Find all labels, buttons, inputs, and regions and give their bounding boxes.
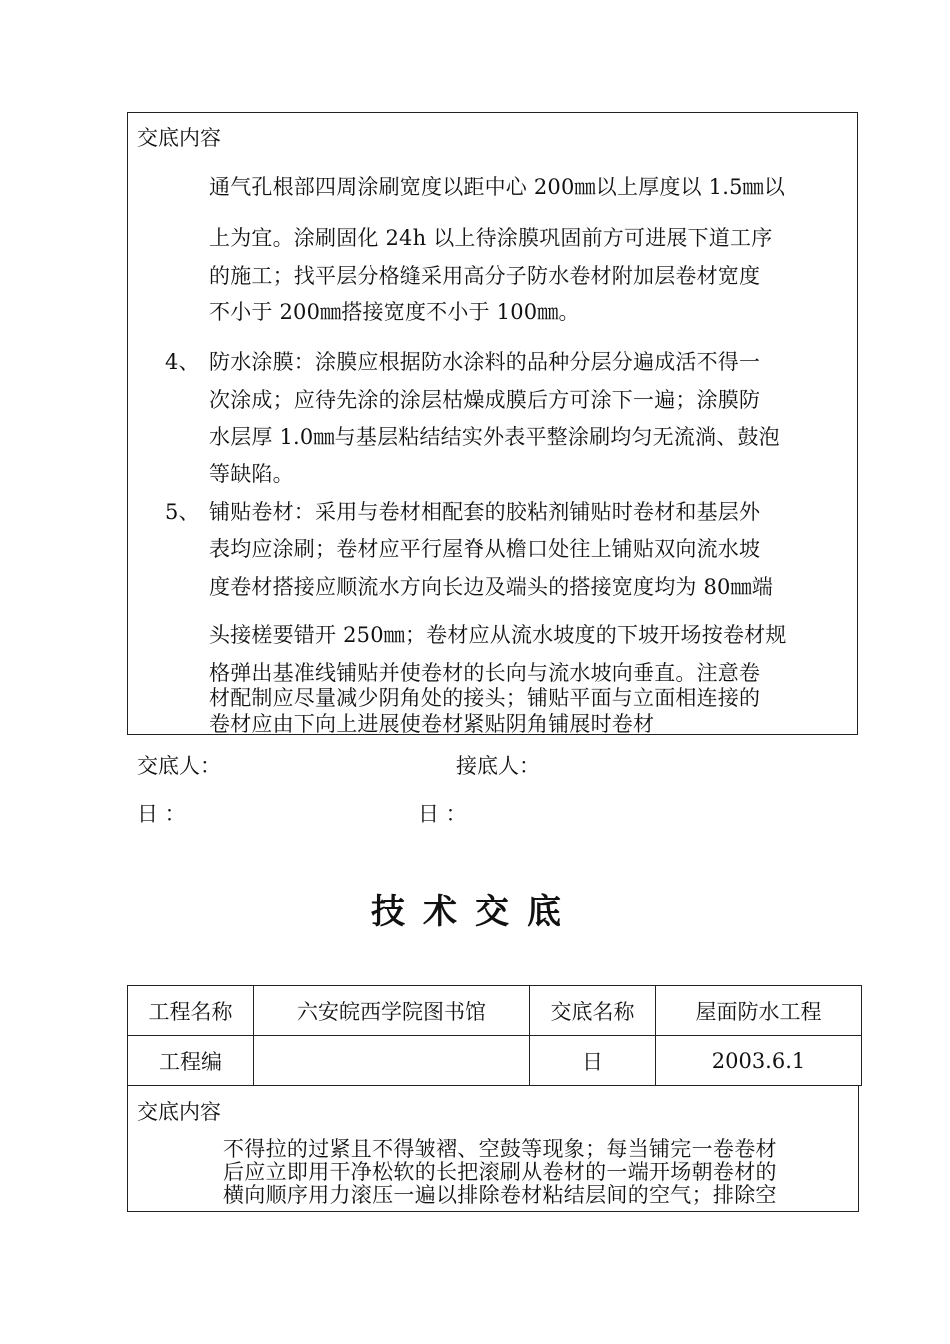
handover-receiver-label: 接底人：	[456, 754, 540, 778]
content-label: 交底内容	[137, 126, 221, 150]
content-line: 的施工；找平层分格缝采用高分子防水卷材附加层卷材宽度	[209, 264, 761, 288]
content-line: 上为宜。涂刷固化 24h 以上待涂膜巩固前方可进展下道工序	[209, 226, 773, 250]
content-line: 头接槎要错开 250㎜；卷材应从流水坡度的下坡开场按卷材规	[209, 623, 787, 647]
page-title: 技术交底	[371, 892, 579, 932]
item-number-4: 4、	[165, 350, 200, 374]
handover-name-label: 交底名称	[530, 986, 656, 1036]
content-line: 水层厚 1.0㎜与基层粘结结实外表平整涂刷均匀无流淌、鼓泡	[209, 425, 780, 449]
content-box-continued	[127, 112, 858, 735]
content-line: 度卷材搭接应顺流水方向长边及端头的搭接宽度均为 80㎜端	[209, 575, 773, 599]
content-box	[127, 1085, 859, 1212]
content-line: 等缺陷。	[209, 462, 294, 486]
content-line: 卷材应由下向上进展使卷材紧贴阴角铺展时卷材	[209, 712, 655, 736]
content-line: 通气孔根部四周涂刷宽度以距中心 200㎜以上厚度以 1.5㎜以	[209, 175, 786, 199]
content-line: 后应立即用干净松软的长把滚刷从卷材的一端开场朝卷材的	[223, 1160, 777, 1184]
project-info-table	[127, 985, 862, 1086]
content-line: 不得拉的过紧且不得皱褶、空鼓等现象；每当铺完一卷卷材	[223, 1137, 777, 1161]
date-label-right: 日 ：	[418, 802, 467, 826]
content-label: 交底内容	[137, 1100, 221, 1124]
content-line: 不小于 200㎜搭接宽度不小于 100㎜。	[209, 300, 580, 324]
project-name-label: 工程名称	[128, 986, 254, 1036]
content-line: 防水涂膜：涂膜应根据防水涂料的品种分层分遍成活不得一	[209, 350, 761, 374]
item-number-5: 5、	[165, 500, 200, 524]
handover-giver-label: 交底人：	[137, 754, 221, 778]
date-label: 日	[530, 1036, 656, 1086]
content-line: 铺贴卷材：采用与卷材相配套的胶粘剂铺贴时卷材和基层外	[209, 500, 761, 524]
content-line: 材配制应尽量减少阴角处的接头；铺贴平面与立面相连接的	[209, 686, 761, 710]
project-number-label: 工程编	[128, 1036, 254, 1086]
content-line: 表均应涂刷；卷材应平行屋脊从檐口处往上铺贴双向流水坡	[209, 537, 761, 561]
content-line: 次涂成；应待先涂的涂层枯燥成膜后方可涂下一遍；涂膜防	[209, 388, 761, 412]
content-line: 横向顺序用力滚压一遍以排除卷材粘结层间的空气；排除空	[223, 1183, 777, 1207]
project-number-value	[254, 1036, 530, 1086]
handover-name-value: 屋面防水工程	[656, 986, 862, 1036]
date-label-left: 日 ：	[137, 802, 186, 826]
content-line: 格弹出基准线铺贴并使卷材的长向与流水坡向垂直。注意卷	[209, 661, 761, 685]
date-value: 2003.6.1	[656, 1036, 862, 1086]
project-name-value: 六安皖西学院图书馆	[254, 986, 530, 1036]
